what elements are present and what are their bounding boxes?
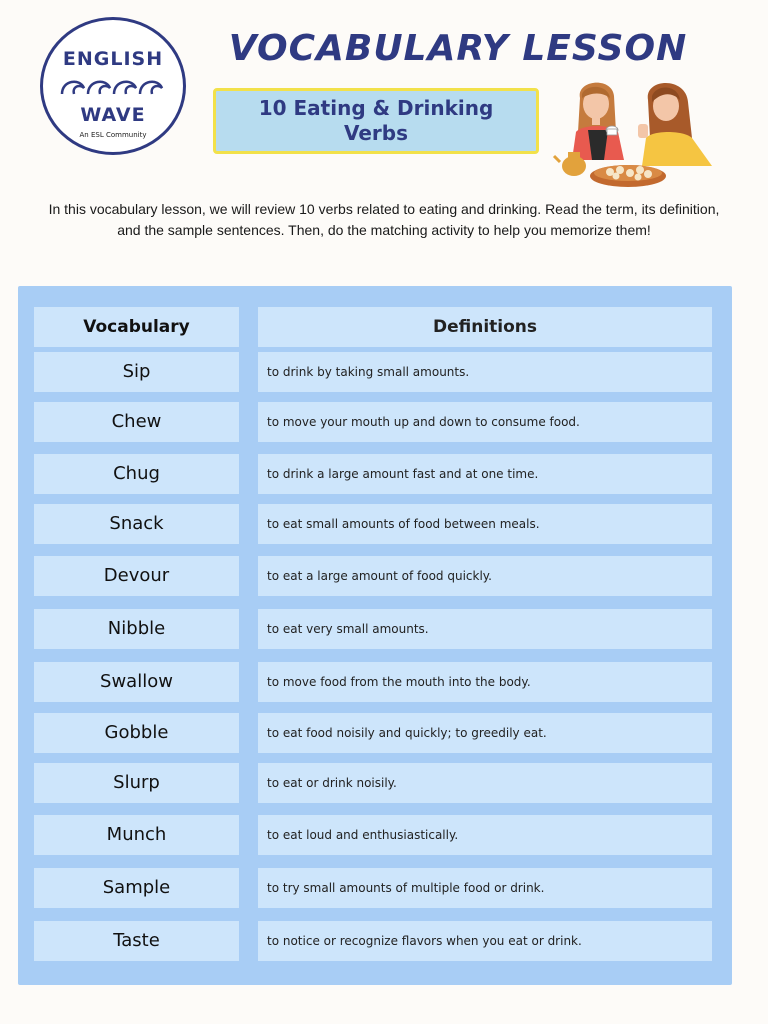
vocab-term-swallow: Swallow [34, 662, 239, 702]
subtitle-line-2: Verbs [343, 121, 409, 145]
vocab-term-taste: Taste [34, 921, 239, 961]
intro-paragraph [14, 199, 754, 241]
vocabulary-header: Vocabulary [34, 307, 239, 347]
definition-nibble: to eat very small amounts. [258, 609, 712, 649]
definition-chew: to move your mouth up and down to consume food. [258, 402, 712, 442]
subtitle-line-1: 10 Eating & Drinking [258, 96, 494, 120]
intro-line-2: and the sample sentences. Then, do the matching activity to help you memorize them! [117, 222, 651, 238]
two-women-eating-drinking-illustration [552, 74, 722, 192]
definition-sample: to try small amounts of multiple food or drink. [258, 868, 712, 908]
subtitle-box [213, 88, 539, 154]
definition-munch: to eat loud and enthusiastically. [258, 815, 712, 855]
vocab-term-nibble: Nibble [34, 609, 239, 649]
definition-chug: to drink a large amount fast and at one time. [258, 454, 712, 494]
vocab-term-gobble: Gobble [34, 713, 239, 753]
vocab-term-devour: Devour [34, 556, 239, 596]
wave-icon [58, 74, 170, 100]
definition-devour: to eat a large amount of food quickly. [258, 556, 712, 596]
english-wave-logo [40, 17, 186, 155]
definitions-header: Definitions [258, 307, 712, 347]
definition-slurp: to eat or drink noisily. [258, 763, 712, 803]
vocab-term-sip: Sip [34, 352, 239, 392]
logo-tagline: An ESL Community [79, 131, 147, 139]
definition-sip: to drink by taking small amounts. [258, 352, 712, 392]
definition-snack: to eat small amounts of food between meals. [258, 504, 712, 544]
vocab-term-snack: Snack [34, 504, 239, 544]
definition-taste: to notice or recognize flavors when you eat or drink. [258, 921, 712, 961]
intro-line-1: In this vocabulary lesson, we will review 10 verbs related to eating and drinking. Read the term, its definition, [48, 201, 720, 217]
logo-top-text: ENGLISH [62, 48, 164, 70]
page-title: VOCABULARY LESSON [228, 28, 688, 69]
definition-swallow: to move food from the mouth into the body. [258, 662, 712, 702]
vocab-term-chug: Chug [34, 454, 239, 494]
vocabulary-table [18, 286, 732, 985]
definition-gobble: to eat food noisily and quickly; to greedily eat. [258, 713, 712, 753]
vocab-term-chew: Chew [34, 402, 239, 442]
vocab-term-sample: Sample [34, 868, 239, 908]
vocab-term-slurp: Slurp [34, 763, 239, 803]
vocab-term-munch: Munch [34, 815, 239, 855]
logo-bottom-text: WAVE [80, 104, 146, 126]
